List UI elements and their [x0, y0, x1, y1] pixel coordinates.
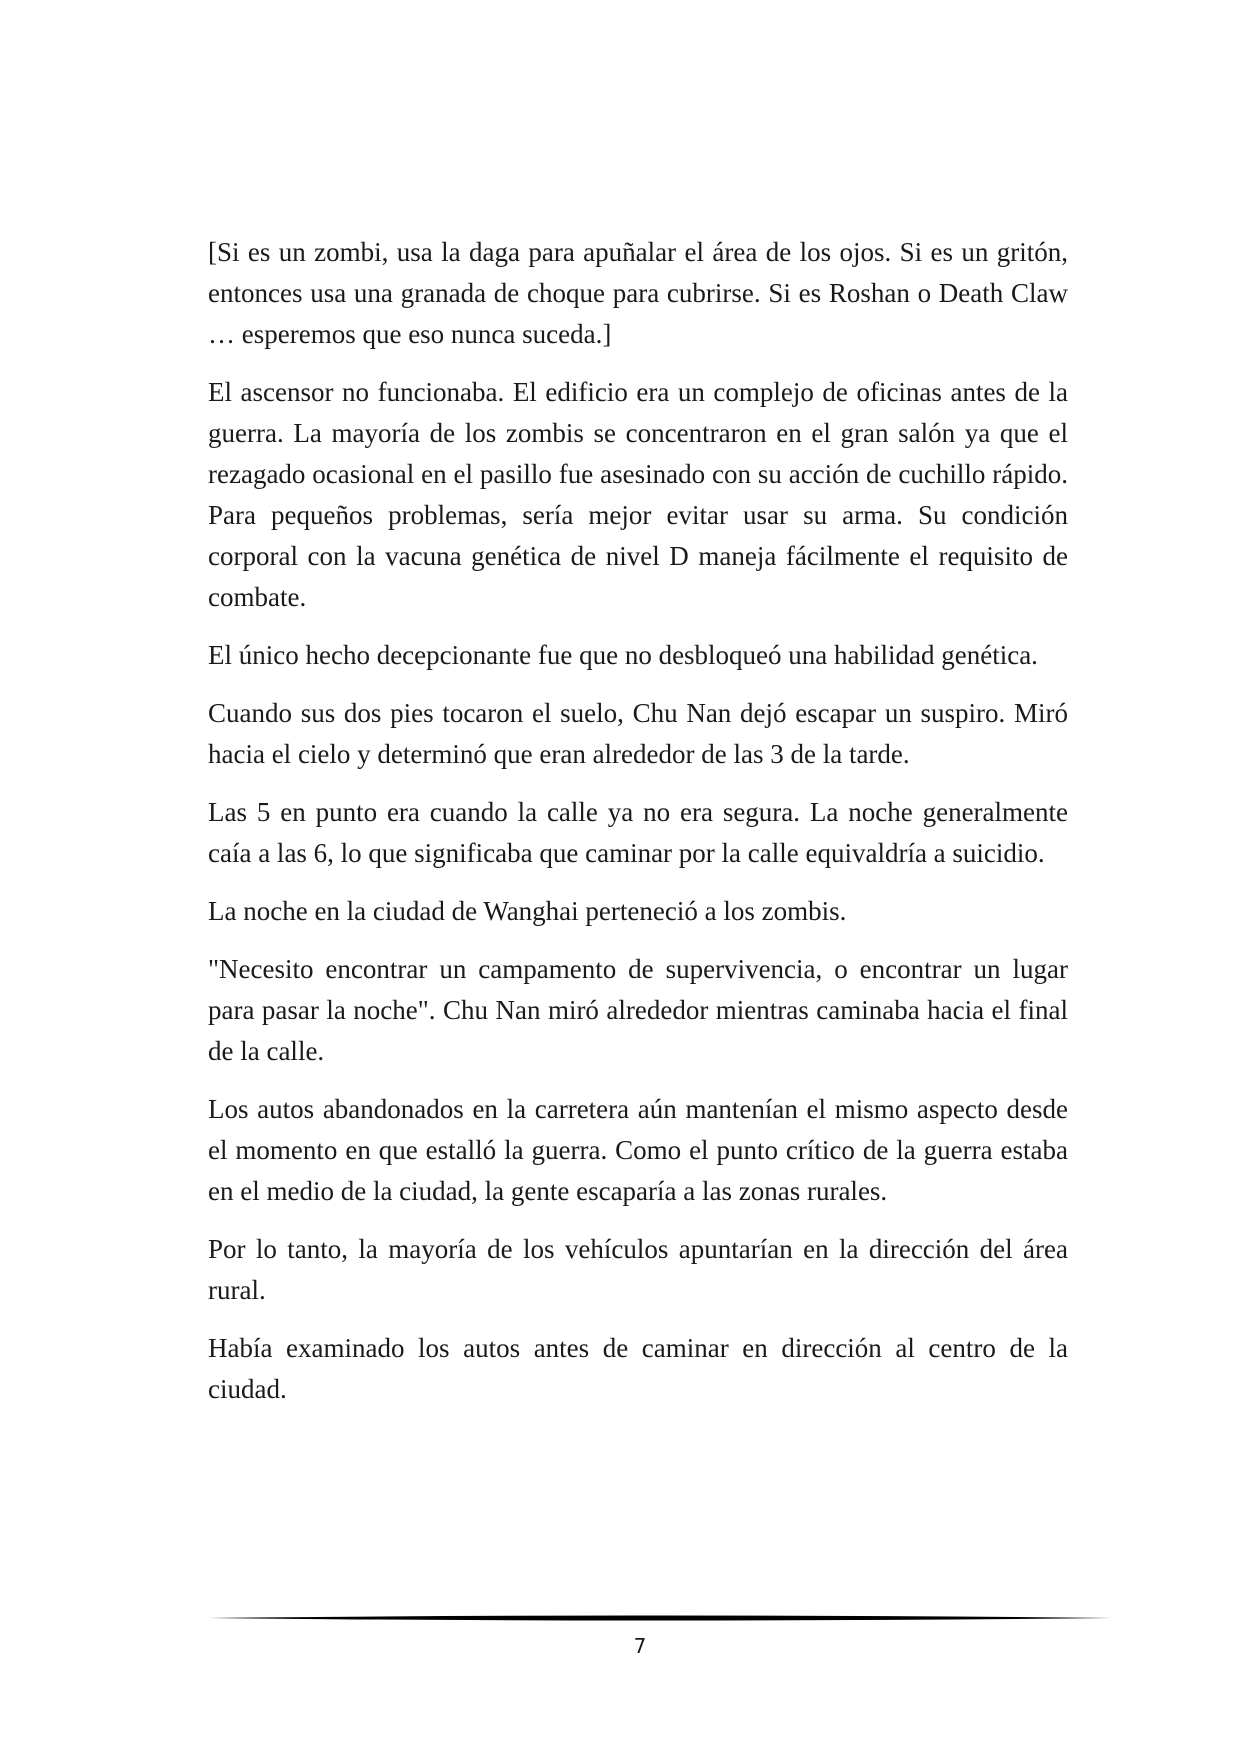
paragraph-4: Cuando sus dos pies tocaron el suelo, Chu Nan dejó escapar un suspiro. Miró hacia el cielo y determinó que eran alrededor de las 3 de la tarde.	[208, 698, 1068, 769]
paragraph-5: Las 5 en punto era cuando la calle ya no era segura. La noche generalmente caía a las 6, lo que significaba que caminar por la calle equivaldría a suicidio.	[208, 797, 1068, 868]
body-text	[208, 232, 1068, 1427]
footer-divider-swash	[208, 1616, 1112, 1621]
paragraph-10: Había examinado los autos antes de caminar en dirección al centro de la ciudad.	[208, 1333, 1068, 1404]
page-number: 7	[633, 1634, 647, 1658]
paragraph-2: El ascensor no funcionaba. El edificio era un complejo de oficinas antes de la guerra. La mayoría de los zombis se concentraron en el gran salón ya que el rezagado ocasional en el pasillo fue asesinado con su acción de cuchillo rápido. Para pequeños problemas, sería mejor evitar usar su arma. Su condición corporal con la vacuna genética de nivel D maneja fácilmente el requisito de combate.	[208, 377, 1068, 612]
paragraph-9: Por lo tanto, la mayoría de los vehículos apuntarían en la dirección del área rural.	[208, 1234, 1068, 1305]
paragraph-8: Los autos abandonados en la carretera aún mantenían el mismo aspecto desde el momento en que estalló la guerra. Como el punto crítico de la guerra estaba en el medio de la ciudad, la gente escaparía a las zonas rurales.	[208, 1094, 1068, 1206]
paragraph-1: [Si es un zombi, usa la daga para apuñalar el área de los ojos. Si es un gritón, entonces usa una granada de choque para cubrirse. Si es Roshan o Death Claw … esperemos que eso nunca suceda.]	[208, 237, 1068, 349]
paragraph-3: El único hecho decepcionante fue que no desbloqueó una habilidad genética.	[208, 640, 1038, 670]
paragraph-7: "Necesito encontrar un campamento de supervivencia, o encontrar un lugar para pasar la noche". Chu Nan miró alrededor mientras caminaba hacia el final de la calle.	[208, 954, 1068, 1066]
paragraph-6: La noche en la ciudad de Wanghai perteneció a los zombis.	[208, 896, 847, 926]
footer-divider	[208, 1611, 1112, 1625]
